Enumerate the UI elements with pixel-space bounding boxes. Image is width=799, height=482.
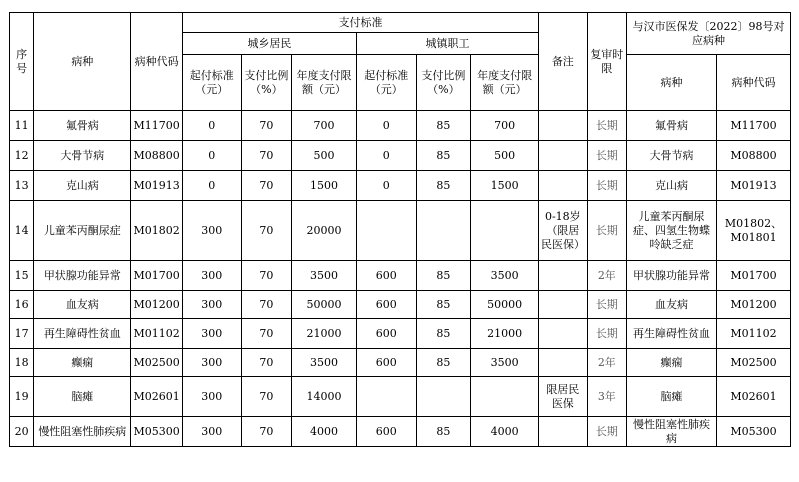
- row-rural-start: 300: [182, 261, 241, 291]
- row-rural-start: 300: [182, 377, 241, 417]
- row-urban-ratio: [416, 201, 471, 261]
- row-urban-ratio: 85: [416, 141, 471, 171]
- header-disease: 病种: [34, 13, 131, 111]
- row-seq: 20: [10, 417, 34, 447]
- row-ref-code: M02601: [717, 377, 791, 417]
- row-rural-ratio: 70: [241, 111, 292, 141]
- header-review: 复审时限: [587, 13, 626, 111]
- row-disease: 克山病: [34, 171, 131, 201]
- row-ref-disease: 克山病: [627, 171, 717, 201]
- row-ref-disease: 癫痫: [627, 349, 717, 377]
- header-ref-doc: 与汉市医保发〔2022〕98号对应病种: [627, 13, 791, 55]
- header-rural-ratio: 支付比例（%）: [241, 55, 292, 111]
- row-disease: 癫痫: [34, 349, 131, 377]
- header-urban-ratio: 支付比例（%）: [416, 55, 471, 111]
- row-urban-limit: 21000: [471, 319, 539, 349]
- row-code: M01200: [131, 291, 183, 319]
- row-remark: [539, 141, 588, 171]
- header-rural-limit: 年度支付限额（元）: [292, 55, 357, 111]
- row-remark: [539, 171, 588, 201]
- row-rural-limit: 4000: [292, 417, 357, 447]
- header-ref-disease: 病种: [627, 55, 717, 111]
- table-row: [10, 319, 791, 349]
- row-seq: 17: [10, 319, 34, 349]
- row-disease: 慢性阻塞性肺疾病: [34, 417, 131, 447]
- row-remark: [539, 319, 588, 349]
- table-row: [10, 417, 791, 447]
- row-urban-start: [356, 201, 416, 261]
- row-urban-ratio: 85: [416, 261, 471, 291]
- row-rural-limit: 1500: [292, 171, 357, 201]
- row-review: 长期: [587, 171, 626, 201]
- row-code: M11700: [131, 111, 183, 141]
- header-ref-code: 病种代码: [717, 55, 791, 111]
- row-rural-start: 0: [182, 111, 241, 141]
- row-rural-ratio: 70: [241, 291, 292, 319]
- header-rural-start: 起付标准（元）: [182, 55, 241, 111]
- row-seq: 19: [10, 377, 34, 417]
- row-ref-code: M01102: [717, 319, 791, 349]
- row-rural-start: 300: [182, 349, 241, 377]
- row-disease: 甲状腺功能异常: [34, 261, 131, 291]
- row-rural-limit: 20000: [292, 201, 357, 261]
- table-row: [10, 141, 791, 171]
- row-code: M01102: [131, 319, 183, 349]
- row-code: M01913: [131, 171, 183, 201]
- disease-payment-table: [9, 12, 791, 447]
- row-ref-code: M08800: [717, 141, 791, 171]
- row-rural-ratio: 70: [241, 417, 292, 447]
- row-urban-ratio: 85: [416, 171, 471, 201]
- row-disease: 再生障碍性贫血: [34, 319, 131, 349]
- row-review: 长期: [587, 201, 626, 261]
- table-row: [10, 171, 791, 201]
- row-rural-ratio: 70: [241, 261, 292, 291]
- row-code: M02601: [131, 377, 183, 417]
- row-urban-limit: 50000: [471, 291, 539, 319]
- row-seq: 13: [10, 171, 34, 201]
- row-urban-limit: 3500: [471, 261, 539, 291]
- header-urban: 城镇职工: [356, 33, 538, 55]
- row-code: M01802: [131, 201, 183, 261]
- row-ref-code: M02500: [717, 349, 791, 377]
- row-urban-ratio: 85: [416, 291, 471, 319]
- row-rural-limit: 14000: [292, 377, 357, 417]
- row-code: M02500: [131, 349, 183, 377]
- row-remark: [539, 111, 588, 141]
- row-disease: 血友病: [34, 291, 131, 319]
- row-code: M05300: [131, 417, 183, 447]
- row-review: 2年: [587, 261, 626, 291]
- row-urban-start: [356, 377, 416, 417]
- row-rural-start: 300: [182, 319, 241, 349]
- row-review: 长期: [587, 417, 626, 447]
- row-remark: [539, 261, 588, 291]
- row-seq: 16: [10, 291, 34, 319]
- row-urban-limit: 700: [471, 111, 539, 141]
- row-urban-ratio: 85: [416, 417, 471, 447]
- row-review: 长期: [587, 319, 626, 349]
- row-rural-ratio: 70: [241, 201, 292, 261]
- row-ref-disease: 甲状腺功能异常: [627, 261, 717, 291]
- row-ref-code: M11700: [717, 111, 791, 141]
- header-rural: 城乡居民: [182, 33, 356, 55]
- row-urban-start: 600: [356, 261, 416, 291]
- table-row: [10, 377, 791, 417]
- row-remark: [539, 291, 588, 319]
- row-urban-start: 600: [356, 291, 416, 319]
- row-seq: 11: [10, 111, 34, 141]
- row-urban-start: 600: [356, 349, 416, 377]
- header-seq: 序号: [10, 13, 34, 111]
- row-remark: [539, 349, 588, 377]
- table-row: [10, 291, 791, 319]
- row-urban-start: 0: [356, 171, 416, 201]
- row-review: 长期: [587, 141, 626, 171]
- row-urban-ratio: 85: [416, 111, 471, 141]
- row-urban-start: 600: [356, 417, 416, 447]
- row-urban-start: 600: [356, 319, 416, 349]
- row-ref-disease: 血友病: [627, 291, 717, 319]
- row-ref-code: M01700: [717, 261, 791, 291]
- row-rural-start: 0: [182, 141, 241, 171]
- row-ref-code: M01200: [717, 291, 791, 319]
- row-urban-limit: [471, 201, 539, 261]
- row-remark: 限居民医保: [539, 377, 588, 417]
- row-rural-ratio: 70: [241, 349, 292, 377]
- row-rural-limit: 50000: [292, 291, 357, 319]
- row-seq: 12: [10, 141, 34, 171]
- row-rural-ratio: 70: [241, 141, 292, 171]
- row-ref-disease: 脑瘫: [627, 377, 717, 417]
- row-urban-limit: [471, 377, 539, 417]
- row-urban-limit: 1500: [471, 171, 539, 201]
- table-row: [10, 349, 791, 377]
- row-seq: 14: [10, 201, 34, 261]
- row-ref-disease: 氟骨病: [627, 111, 717, 141]
- row-urban-start: 0: [356, 141, 416, 171]
- row-remark: 0-18岁（限居民医保）: [539, 201, 588, 261]
- row-urban-limit: 500: [471, 141, 539, 171]
- row-review: 2年: [587, 349, 626, 377]
- row-rural-start: 300: [182, 417, 241, 447]
- row-ref-disease: 儿童苯丙酮尿症、四氢生物蝶呤缺乏症: [627, 201, 717, 261]
- row-code: M01700: [131, 261, 183, 291]
- row-urban-limit: 3500: [471, 349, 539, 377]
- row-urban-limit: 4000: [471, 417, 539, 447]
- row-rural-start: 0: [182, 171, 241, 201]
- header-code: 病种代码: [131, 13, 183, 111]
- header-urban-start: 起付标准（元）: [356, 55, 416, 111]
- row-rural-start: 300: [182, 291, 241, 319]
- row-rural-limit: 3500: [292, 261, 357, 291]
- row-seq: 15: [10, 261, 34, 291]
- row-review: 长期: [587, 291, 626, 319]
- header-pay-standard: 支付标准: [182, 13, 538, 33]
- row-disease: 儿童苯丙酮尿症: [34, 201, 131, 261]
- row-ref-disease: 慢性阻塞性肺疾病: [627, 417, 717, 447]
- header-urban-limit: 年度支付限额（元）: [471, 55, 539, 111]
- table-row: [10, 201, 791, 261]
- row-urban-ratio: 85: [416, 349, 471, 377]
- row-rural-ratio: 70: [241, 377, 292, 417]
- row-code: M08800: [131, 141, 183, 171]
- row-ref-disease: 大骨节病: [627, 141, 717, 171]
- row-urban-ratio: [416, 377, 471, 417]
- table-row: [10, 261, 791, 291]
- row-urban-ratio: 85: [416, 319, 471, 349]
- row-rural-limit: 21000: [292, 319, 357, 349]
- row-ref-code: M01802、M01801: [717, 201, 791, 261]
- table-row: [10, 111, 791, 141]
- row-rural-ratio: 70: [241, 319, 292, 349]
- row-disease: 氟骨病: [34, 111, 131, 141]
- row-rural-limit: 500: [292, 141, 357, 171]
- row-urban-start: 0: [356, 111, 416, 141]
- row-rural-ratio: 70: [241, 171, 292, 201]
- row-rural-limit: 3500: [292, 349, 357, 377]
- header-remark: 备注: [539, 13, 588, 111]
- table-body: [10, 111, 791, 447]
- row-review: 长期: [587, 111, 626, 141]
- row-ref-code: M01913: [717, 171, 791, 201]
- row-disease: 大骨节病: [34, 141, 131, 171]
- row-ref-code: M05300: [717, 417, 791, 447]
- row-seq: 18: [10, 349, 34, 377]
- row-rural-limit: 700: [292, 111, 357, 141]
- row-rural-start: 300: [182, 201, 241, 261]
- row-remark: [539, 417, 588, 447]
- row-disease: 脑瘫: [34, 377, 131, 417]
- row-ref-disease: 再生障碍性贫血: [627, 319, 717, 349]
- row-review: 3年: [587, 377, 626, 417]
